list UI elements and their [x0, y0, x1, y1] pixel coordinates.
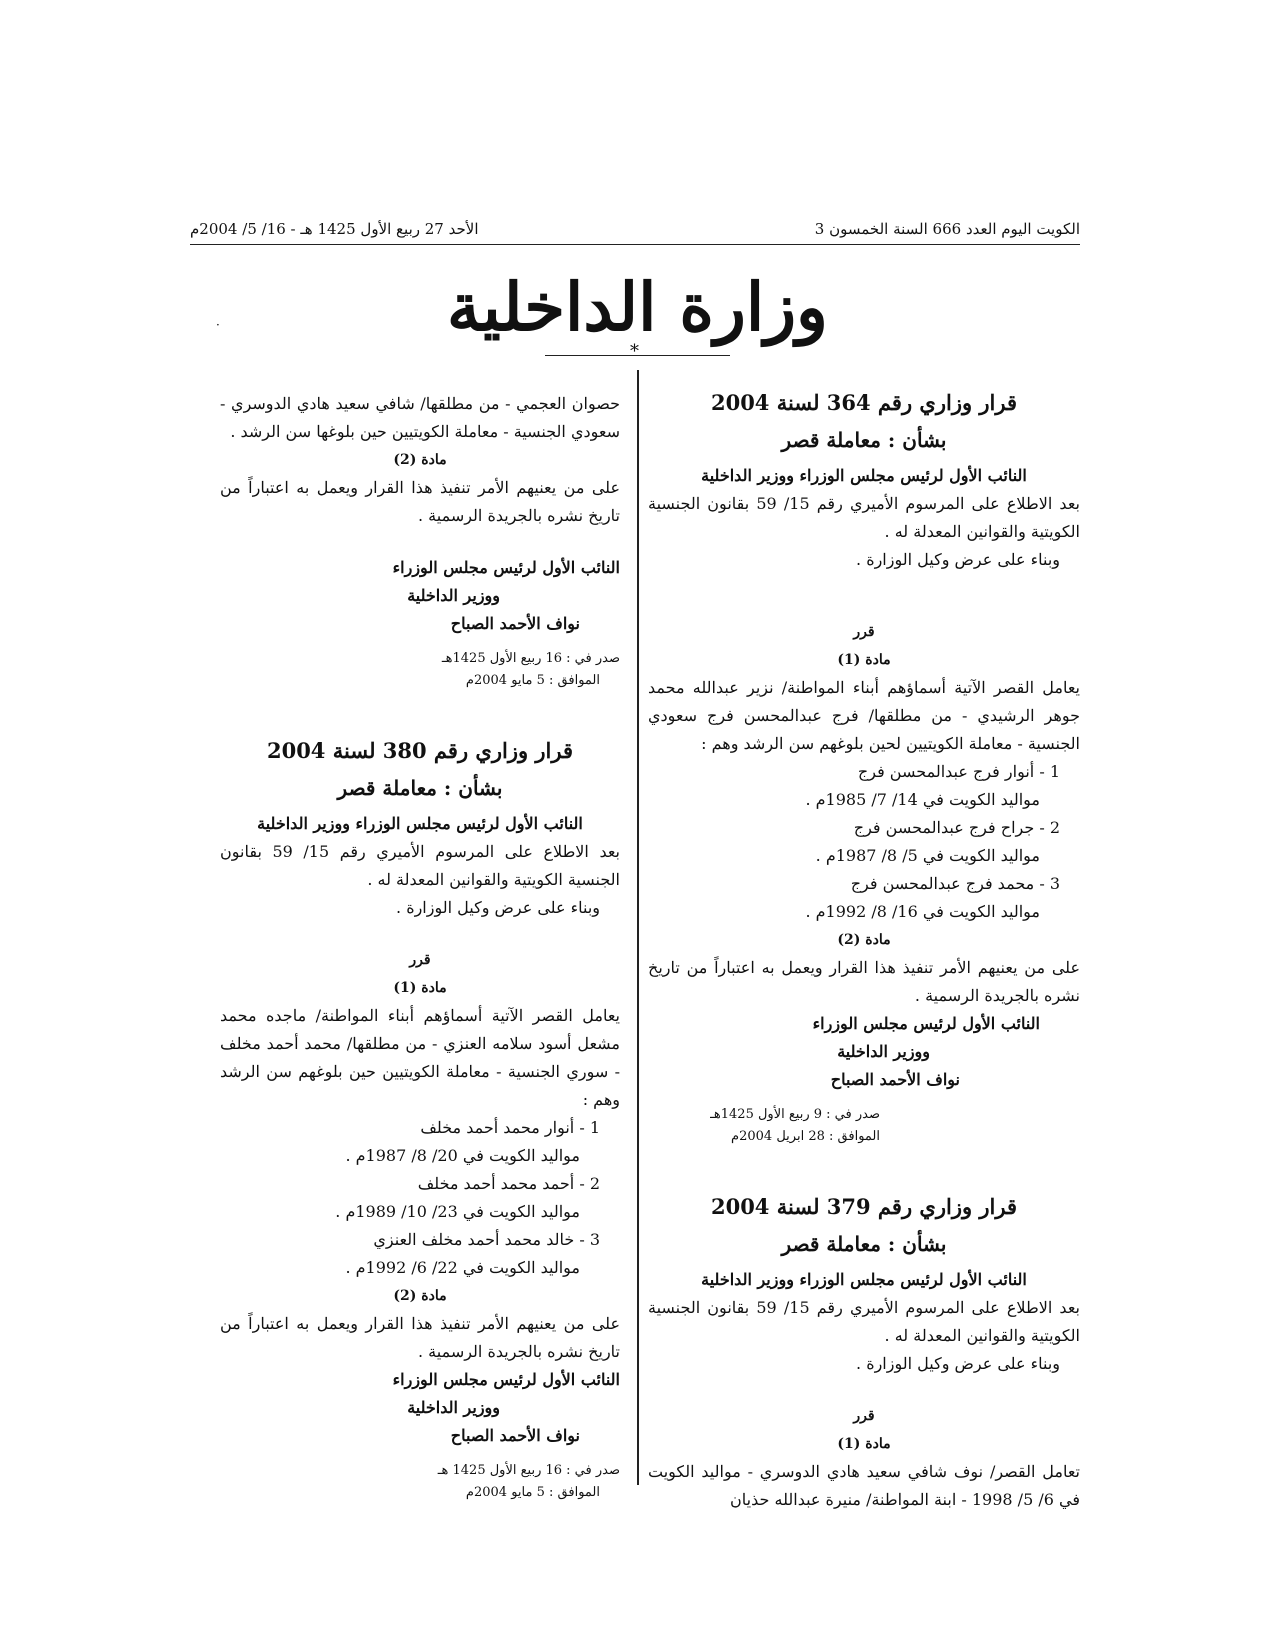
signature-role: ووزير الداخلية [407, 586, 500, 605]
decree-subject: بشأن : معاملة قصر [337, 776, 503, 800]
issued-date: صدر في : 16 ربيع الأول 1425هـ [441, 651, 620, 666]
issued-date-gregorian: الموافق : 5 مايو 2004م [465, 673, 600, 688]
decided-heading: قرر [853, 624, 875, 640]
decree-title: قرار وزاري رقم 364 لسنة 2004 [710, 390, 1018, 415]
signature-title: النائب الأول لرئيس مجلس الوزراء [392, 558, 620, 577]
list-item-birth: مواليد الكويت في 23/ 10/ 1989م . [335, 1202, 580, 1221]
article-1-text: يعامل القصر الآتية أسماؤهم أبناء المواطنة/ ماجده محمد مشعل أسود سلامه العنزي - من مطلقها/ محمد أحمد مخلف - سوري الجنسية - معاملة الكويتيين حين بلوغهم سن الرشد وهم : [220, 1006, 620, 1109]
article-1-heading: مادة (1) [393, 980, 447, 996]
preamble-2: وبناء على عرض وكيل الوزارة . [856, 1354, 1060, 1373]
list-item-birth: مواليد الكويت في 22/ 6/ 1992م . [345, 1258, 580, 1277]
decree-title: قرار وزاري رقم 380 لسنة 2004 [266, 738, 574, 763]
list-item: 3 - خالد محمد أحمد مخلف العنزي [373, 1230, 600, 1249]
signature-name: نواف الأحمد الصباح [450, 1426, 580, 1445]
header-publication: الكويت اليوم العدد 666 السنة الخمسون 3 [814, 220, 1080, 238]
ministry-banner: وزارة الداخلية [447, 268, 828, 346]
signature-name: نواف الأحمد الصباح [830, 1070, 960, 1089]
article-2-heading: مادة (2) [393, 1288, 447, 1304]
issued-date-gregorian: الموافق : 28 ابريل 2004م [731, 1129, 880, 1144]
decree-379 [648, 1192, 1080, 1514]
list-item-birth: مواليد الكويت في 5/ 8/ 1987م . [815, 846, 1040, 865]
preamble: بعد الاطلاع على المرسوم الأميري رقم 15/ 59 بقانون الجنسية الكويتية والقوانين المعدلة له . [648, 1298, 1081, 1345]
preamble-2: وبناء على عرض وكيل الوزارة . [856, 550, 1060, 569]
preamble-2: وبناء على عرض وكيل الوزارة . [396, 898, 600, 917]
list-item-birth: مواليد الكويت في 20/ 8/ 1987م . [345, 1146, 580, 1165]
left-column [220, 390, 620, 1504]
article-2-heading: مادة (2) [393, 452, 447, 468]
decree-380 [220, 736, 620, 1504]
decided-heading: قرر [409, 952, 431, 968]
signature-name: نواف الأحمد الصباح [450, 614, 580, 633]
list-item-birth: مواليد الكويت في 16/ 8/ 1992م . [805, 902, 1040, 921]
page-header [190, 218, 1080, 245]
decree-379-continued [220, 390, 620, 692]
article-1-heading: مادة (1) [837, 1436, 891, 1452]
column-divider [637, 370, 639, 1485]
list-item: 1 - أنوار فرج عبدالمحسن فرج [857, 762, 1060, 781]
decree-subject: بشأن : معاملة قصر [781, 1232, 947, 1256]
signature-role: ووزير الداخلية [837, 1042, 930, 1061]
decree-subject: بشأن : معاملة قصر [781, 428, 947, 452]
decree-issuer: النائب الأول لرئيس مجلس الوزراء ووزير الداخلية [701, 1270, 1027, 1289]
decree-364 [648, 388, 1080, 1148]
decree-issuer: النائب الأول لرئيس مجلس الوزراء ووزير الداخلية [257, 814, 583, 833]
decided-heading: قرر [853, 1408, 875, 1424]
list-item: 2 - جراح فرج عبدالمحسن فرج [853, 818, 1060, 837]
article-1-heading: مادة (1) [837, 652, 891, 668]
header-date: الأحد 27 ربيع الأول 1425 هـ - 16/ 5/ 2004م [190, 220, 479, 238]
article-2-heading: مادة (2) [837, 932, 891, 948]
article-1-text: يعامل القصر الآتية أسماؤهم أبناء المواطنة/ نزير عبدالله محمد جوهر الرشيدي - من مطلقها/ فرج عبدالمحسن فرج سعودي الجنسية - معاملة الكويتيين لحين بلوغهم سن الرشد وهم : [648, 678, 1080, 753]
signature-title: النائب الأول لرئيس مجلس الوزراء [812, 1014, 1040, 1033]
decree-title: قرار وزاري رقم 379 لسنة 2004 [710, 1194, 1018, 1219]
decree-issuer: النائب الأول لرئيس مجلس الوزراء ووزير الداخلية [701, 466, 1027, 485]
list-item: 2 - أحمد محمد أحمد مخلف [417, 1174, 600, 1193]
issued-date-gregorian: الموافق : 5 مايو 2004م [465, 1485, 600, 1500]
list-item-birth: مواليد الكويت في 14/ 7/ 1985م . [805, 790, 1040, 809]
article-2-text: على من يعنيهم الأمر تنفيذ هذا القرار ويعمل به اعتباراً من تاريخ نشره بالجريدة الرسمية . [648, 958, 1080, 1005]
list-item: 1 - أنوار محمد أحمد مخلف [420, 1118, 600, 1137]
list-item: 3 - محمد فرج عبدالمحسن فرج [850, 874, 1060, 893]
banner-star-ornament: * [630, 341, 639, 362]
scan-speck: · [216, 318, 220, 332]
signature-role: ووزير الداخلية [407, 1398, 500, 1417]
preamble: بعد الاطلاع على المرسوم الأميري رقم 15/ 59 بقانون الجنسية الكويتية والقوانين المعدلة له . [648, 494, 1081, 541]
right-column [648, 388, 1080, 1514]
article-1-text: تعامل القصر/ نوف شافي سعيد هادي الدوسري - مواليد الكويت في 6/ 5/ 1998 - ابنة المواطنة/ منيرة عبدالله حذيان [648, 1462, 1080, 1509]
article-2-text: على من يعنيهم الأمر تنفيذ هذا القرار ويعمل به اعتباراً من تاريخ نشره بالجريدة الرسمية . [220, 478, 620, 525]
preamble: بعد الاطلاع على المرسوم الأميري رقم 15/ 59 بقانون الجنسية الكويتية والقوانين المعدلة له . [220, 842, 621, 889]
issued-date: صدر في : 16 ربيع الأول 1425 هـ [437, 1463, 620, 1478]
issued-date: صدر في : 9 ربيع الأول 1425هـ [710, 1107, 880, 1122]
article-1-continued: حصوان العجمي - من مطلقها/ شافي سعيد هادي الدوسري - سعودي الجنسية - معاملة الكويتيين حين بلوغها سن الرشد . [220, 394, 620, 441]
signature-title: النائب الأول لرئيس مجلس الوزراء [392, 1370, 620, 1389]
article-2-text: على من يعنيهم الأمر تنفيذ هذا القرار ويعمل به اعتباراً من تاريخ نشره بالجريدة الرسمية . [220, 1314, 620, 1361]
